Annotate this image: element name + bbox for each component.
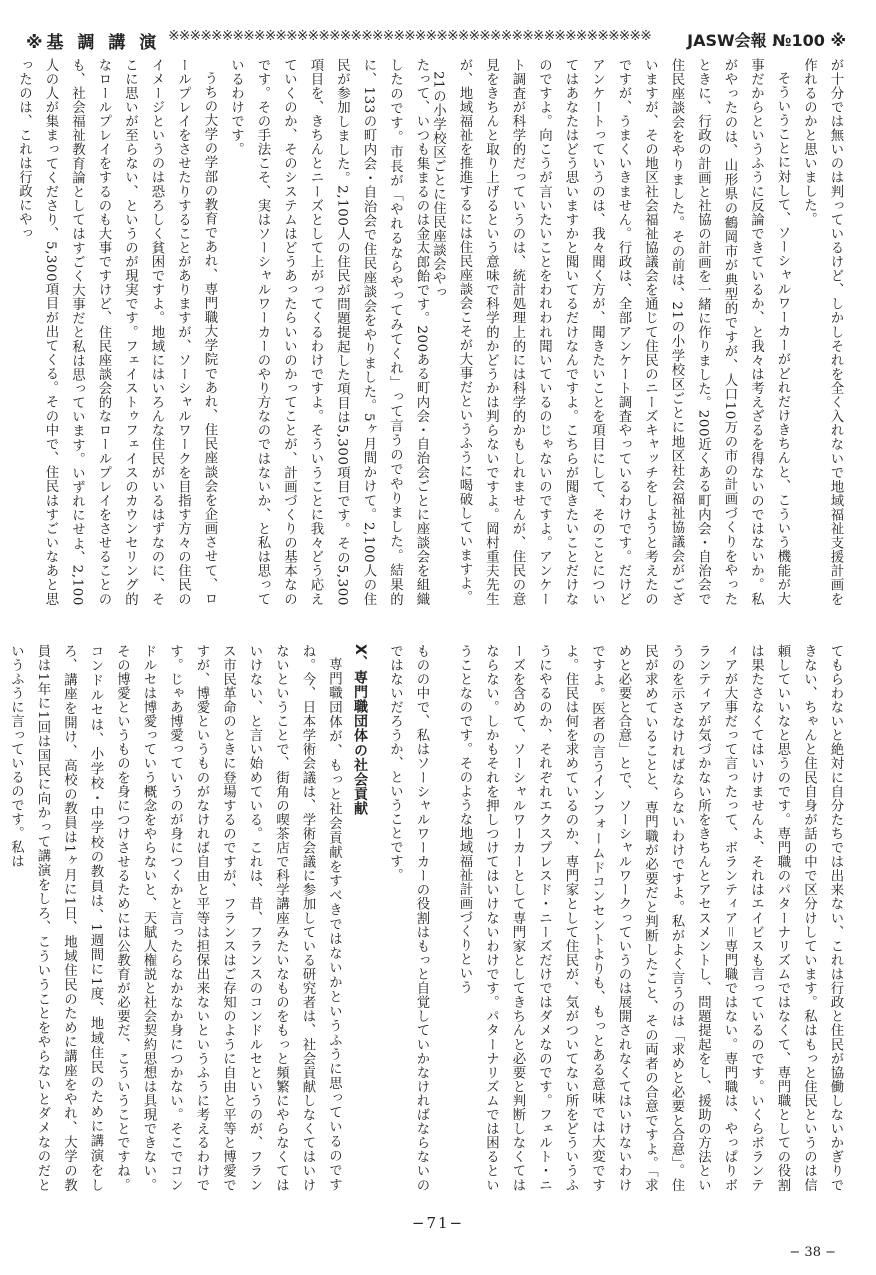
paragraph: うちの大学の学部の教育であれ、専門職大学院であれ、住民座談会を企画させて、ロールプレイをさせたりすることがありますが、ソーシャルワークを目指す方々の住民のイメージというのは恐ろしく貧困ですよ。地域にはいろんな住民がいるはずなのに、そこに思いが至らない、というのが現実です。フェイストゥフェイスのカウンセリング的なロールプレイをするのも大事ですけど、住民座談会的なロールプレイをさせることのも、社会福祉教育論としてはすごく大事だと私は思っています。いずれにせよ、2,100人の人が集まってくださり、5,300項目が出てくる。その中で、住民はすごいなあと思ったのは、これは行政にやっ: [16, 58, 217, 606]
paragraph: 専門職団体が、もっと社会貢献をすべきではないかというふうに思っているのですね。今、日本学術会議は、学術会議に参加している研究者は、社会貢献しなくてはいけないということで、街角の喫茶店で科学講座みたいなものをもっと頻繁にやらなくてはいけない、と言い始めている。これは、昔、フランスのコンドルセというのが、フランス市民革命のときに登場するのですが、フランスはご存知のように自由と平等と博愛ですが、博愛というものがなければ自由と平等は担保出来ないというふうに考えるわけです。じゃあ博愛っていうのが身につくかと言ったらなかなか身につかない。そこでコンドルセは博愛っていう概念をやらないと、天賦人権説と社会契約思想は具現できない。その博愛というものを身につけさせるためには公教育が必要だ、こういうことですね。コンドルセは、小学校・中学校の教員は、1週間に1度、地域住民のために講演をしろ、講座を開け、高校の教員は1ヶ月に1日、地域住民のために講座をやれ、大学の教員は1年に1回は国民に向かって講演をしろ、こういうことをやらないとダメなのだというふうに言っているのです。私は: [8, 644, 342, 1192]
paragraph: ものの中で、私はソーシャルワーカーの役割はもっと自覚していかなければならないのではないだろうか、ということです。: [387, 644, 429, 1192]
text-column-upper-left: [16, 58, 434, 606]
sub-page-number: − 38 −: [789, 1245, 836, 1260]
text-column-lower-left: [8, 644, 434, 1192]
upper-tier: [16, 58, 848, 606]
paragraph: てもらわないと絶対に自分たちでは出来ない、これは行政と住民が協働しないかぎりできない、ちゃんと住民自身が話の中で区分けしています。私はもっと住民というのは信頼していいなと思うのです。専門職のパターナリズムではなくて、専門職としての役割は果たさなくてはいけませんよ、それはエイビスも言っているのです。いくらボランティアが大事だって言ったって、ボランティア＝専門職ではない。専門職は、やっぱりボランティアが気づかない所をきちんとアセスメントし、問題提起をし、援助の方法というのを示さなければならないわけですよ。私がよく言うのは「求めと必要と合意」。住民が求めていることと、専門職が必要だと判断したこと、その両者の合意ですよ。「求めと必要と合意」とで、ソーシャルワークっていうのは展開されなくてはいけないわけですよ。医者の言うインフォームドコンセントよりも、もっとある意味では大変ですよ。住民は何を求めているのか、専門家として住民が、気がついてない所をどういうふうにやるのか、それぞれエクスプレスド・ニーズだけではダメなのです。フェルト・ニーズを含めて、ソーシャルワーカーとして専門家としてきちんと必要と判断しなくてはならない。しかもそれを押しつけてはいけないわけです。パターナリズムでは困るということなのです。そのような地域福祉計画づくりという: [457, 644, 843, 1192]
header-rule-pattern: ※※※※※※※※※※※※※※※※※※※※※※※※※※※※※※※※※※※※※※※※※※※※※: [168, 28, 651, 44]
section-label: ※基 調 講 演: [26, 33, 161, 53]
lower-tier: [8, 644, 848, 1192]
text-column-lower-right: [448, 644, 848, 1192]
page-number: −71−: [411, 1214, 465, 1232]
paragraph: 21の小学校区ごとに住民座談会やっ: [430, 71, 446, 300]
paragraph: そういうことに対して、ソーシャルワーカーがどれだけきちんと、こういう機能が大事だからというふうに反論できているか、と我々は考えざるを得ないのではないか。私がやったのは、山形県の鶴岡市が典型的ですが、人口10万の市の計画づくりをやったときに、行政の計画と社協の計画を一緒に作りました。200近くある町内会・自治会で住民座談会をやりました。その前は、21の小学校区ごとに地区社会福祉協議会がございますが、その地区社会福祉協議会を通じて住民のニーズキャッチをしようと考えたのですが、うまくいきません。行政は、全部アンケート調査やっているわけです。だけどアンケートっていうのは、我々聞く方が、聞きたいことを項目にして、そのことについてはあなたはどう思いますかと聞いてるだけなんですよ。こちらが聞きたいことだけなのですよ。向こうが言いたいことをわれわれ聞いているのじゃないのですよ。アンケート調査が科学的だっていうのは、統計処理上的には科学的かもしれませんが、住民の意見をきちんと取り上げるという意味で科学的かどうかは判らないですよ。岡村重夫先生が、地域福祉を推進するには住民座談会こそが大事だというふうに喝破していますよ。: [457, 58, 790, 606]
section-heading: X、専門職団体の社会貢献: [352, 644, 368, 816]
page-body: [8, 58, 848, 1198]
paragraph: たって、いつも集まるのは金太郎飴です。200ある町内会・自治会ごとに座談会を組織したのです。市長が「やれるならやってみてくれ」って言うのでやりました。結果的に、133の町内会・自治会で住民座談会をやりました。5ヶ月間かけて。2,100人の住民が参加しました。2,100人の住民が問題提起した項目は5,300項目です。その5,300項目を、きちんとニーズとして上がってくるわけですよ。そういうことに我々どう応えていくのか、そのシステムはどうあったらいいのかってことが、計画づくりの基本なのです。その手法こそ、実はソーシャルワーカーのやり方なのではないか、と私は思っているわけです。: [228, 58, 429, 606]
text-column-upper-right: [430, 58, 848, 606]
paragraph: が十分では無いのは判っているけど、しかしそれを全く入れないで地域福祉支援計画を作れるのかと思いました。: [801, 58, 843, 606]
journal-issue-label: JASW会報 №100 ※: [687, 31, 846, 50]
